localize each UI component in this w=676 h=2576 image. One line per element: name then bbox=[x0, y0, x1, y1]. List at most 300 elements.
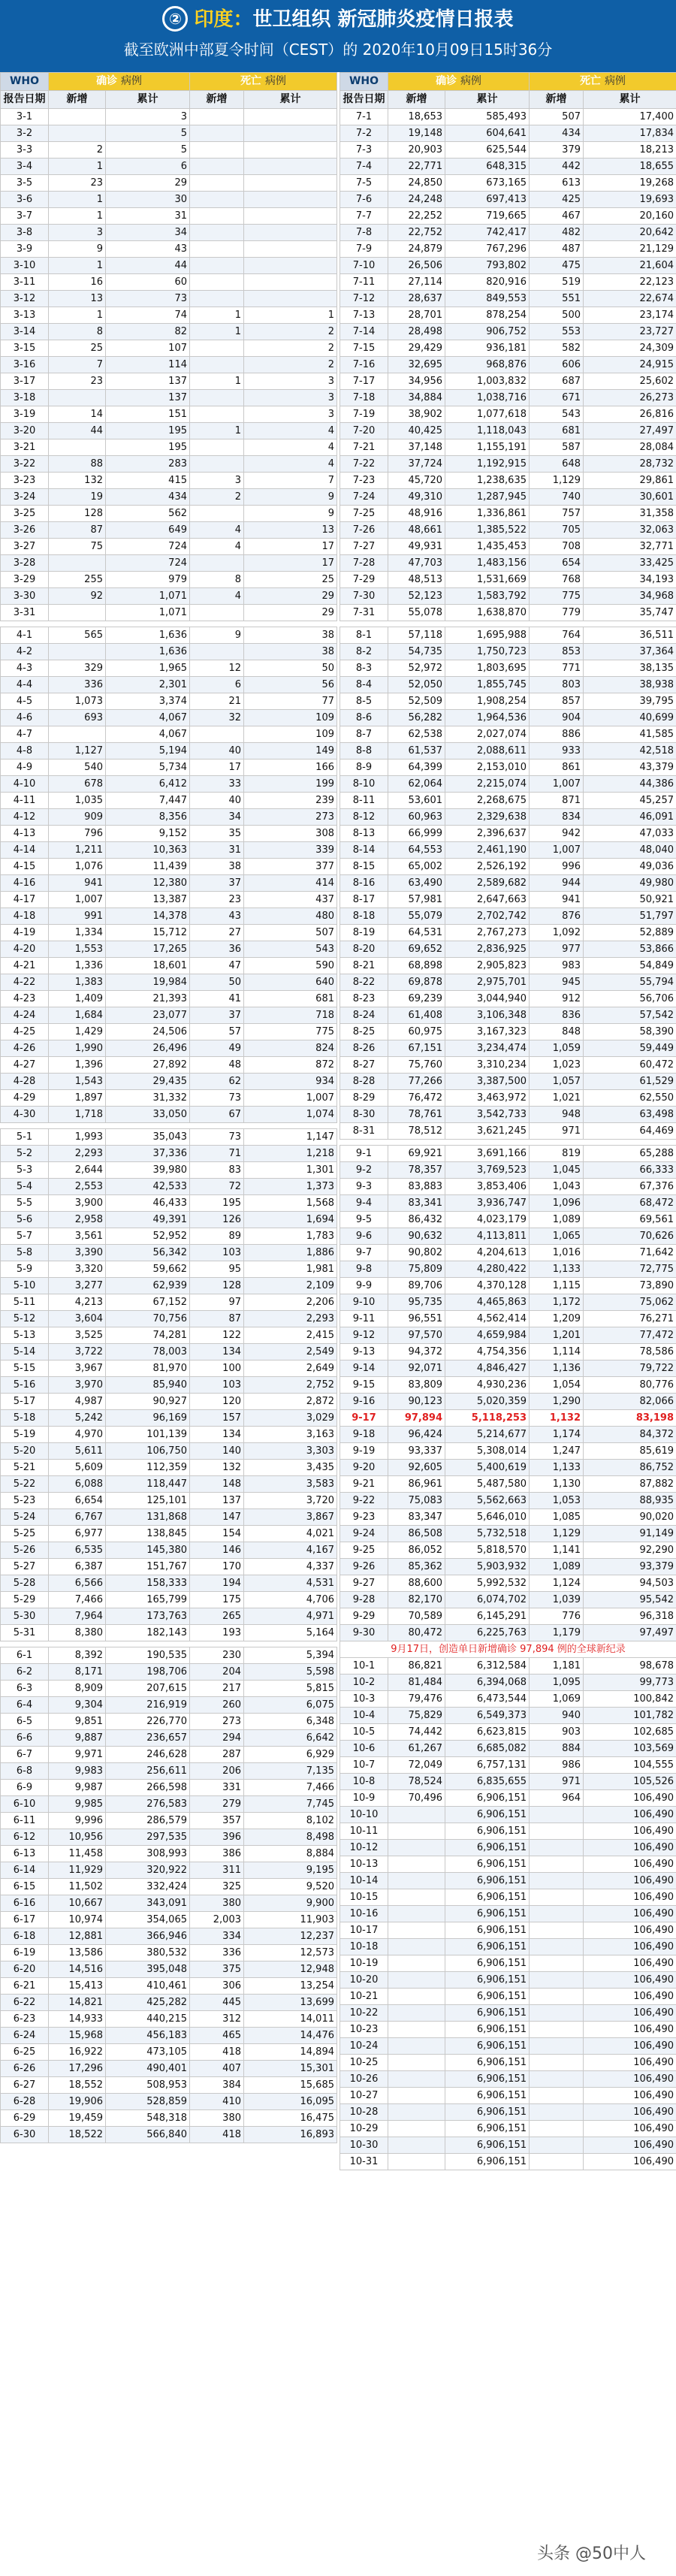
confirmed-cum-cell: 4,465,863 bbox=[445, 1294, 530, 1311]
confirmed-cum-cell: 508,953 bbox=[106, 2077, 190, 2094]
deaths-new-cell: 996 bbox=[530, 859, 584, 875]
report-date-cell: 5-31 bbox=[1, 1625, 49, 1641]
deaths-cum-cell: 59,449 bbox=[584, 1040, 676, 1057]
deaths-cum-cell: 3,867 bbox=[244, 1509, 337, 1526]
report-date-cell: 4-2 bbox=[1, 644, 49, 660]
deaths-cum-cell: 23,174 bbox=[584, 307, 676, 324]
deaths-new-cell: 379 bbox=[530, 142, 584, 159]
deaths-new-cell: 945 bbox=[530, 974, 584, 991]
deaths-cum-cell: 1,373 bbox=[244, 1179, 337, 1195]
deaths-cum-cell: 23,727 bbox=[584, 324, 676, 340]
table-row bbox=[1, 2094, 337, 2110]
confirmed-new-cell: 55,079 bbox=[388, 908, 445, 925]
confirmed-cum-cell: 6 bbox=[106, 159, 190, 175]
deaths-new-cell: 1,016 bbox=[530, 1245, 584, 1261]
confirmed-cum-cell: 1,077,618 bbox=[445, 406, 530, 423]
confirmed-new-cell: 13,586 bbox=[49, 1945, 106, 1961]
report-date-cell: 3-26 bbox=[1, 522, 49, 539]
deaths-cum-cell: 25,602 bbox=[584, 373, 676, 390]
deaths-cum-cell: 3,029 bbox=[244, 1410, 337, 1427]
table-row bbox=[340, 892, 676, 908]
deaths-new-cell: 217 bbox=[190, 1681, 244, 1697]
confirmed-new-cell: 53,601 bbox=[388, 793, 445, 809]
confirmed-new-cell: 23 bbox=[49, 175, 106, 192]
report-date-cell: 4-10 bbox=[1, 776, 49, 793]
deaths-cum-cell: 50 bbox=[244, 660, 337, 677]
deaths-cum-cell: 7 bbox=[244, 473, 337, 489]
confirmed-new-cell: 1,543 bbox=[49, 1074, 106, 1090]
deaths-new-cell: 1,007 bbox=[530, 842, 584, 859]
confirmed-new-cell: 75,809 bbox=[388, 1261, 445, 1278]
deaths-new-cell: 442 bbox=[530, 159, 584, 175]
deaths-new-cell: 279 bbox=[190, 1796, 244, 1813]
table-row bbox=[340, 809, 676, 826]
table-row bbox=[1, 373, 337, 390]
deaths-new-cell: 1,129 bbox=[530, 1526, 584, 1542]
table-row bbox=[340, 291, 676, 307]
confirmed-new-cell: 18,653 bbox=[388, 109, 445, 125]
report-date-cell: 10-23 bbox=[340, 2022, 388, 2038]
table-row bbox=[1, 1443, 337, 1460]
confirmed-new-cell: 7 bbox=[49, 357, 106, 373]
table-row bbox=[1, 1212, 337, 1228]
deaths-cum-cell: 40,699 bbox=[584, 710, 676, 726]
confirmed-new-cell: 24,248 bbox=[388, 192, 445, 208]
deaths-cum-cell: 9 bbox=[244, 506, 337, 522]
confirmed-cum-cell: 1,071 bbox=[106, 588, 190, 605]
confirmed-new-cell: 1 bbox=[49, 192, 106, 208]
confirmed-new-cell: 11,458 bbox=[49, 1846, 106, 1862]
confirmed-new-cell: 4,970 bbox=[49, 1427, 106, 1443]
deaths-cum-cell bbox=[244, 258, 337, 274]
table-row bbox=[340, 1856, 676, 1873]
confirmed-cum-cell: 138,845 bbox=[106, 1526, 190, 1542]
deaths-cum-cell: 4,971 bbox=[244, 1608, 337, 1625]
table-row bbox=[1, 1007, 337, 1024]
deaths-new-cell: 1,069 bbox=[530, 1691, 584, 1708]
confirmed-cum-cell: 43 bbox=[106, 241, 190, 258]
table-row bbox=[340, 2038, 676, 2055]
deaths-new-header: 新增 bbox=[190, 91, 244, 109]
confirmed-cum-cell: 440,215 bbox=[106, 2011, 190, 2028]
table-row bbox=[1, 307, 337, 324]
deaths-cum-cell: 3,303 bbox=[244, 1443, 337, 1460]
confirmed-cum-cell: 27,892 bbox=[106, 1057, 190, 1074]
confirmed-cum-cell: 5,734 bbox=[106, 760, 190, 776]
confirmed-cum-cell: 6,906,151 bbox=[445, 2071, 530, 2088]
confirmed-header bbox=[49, 73, 190, 91]
confirmed-new-cell: 1,993 bbox=[49, 1129, 106, 1146]
deaths-cum-cell: 18,213 bbox=[584, 142, 676, 159]
report-date-cell: 7-20 bbox=[340, 423, 388, 439]
table-row bbox=[340, 208, 676, 225]
report-date-cell: 4-25 bbox=[1, 1024, 49, 1040]
deaths-new-cell: 487 bbox=[530, 241, 584, 258]
confirmed-new-cell: 796 bbox=[49, 826, 106, 842]
deaths-cum-cell: 9,520 bbox=[244, 1879, 337, 1895]
deaths-cum-cell: 67,376 bbox=[584, 1179, 676, 1195]
deaths-cum-cell: 106,490 bbox=[584, 2038, 676, 2055]
deaths-new-cell bbox=[530, 1873, 584, 1889]
deaths-new-cell: 126 bbox=[190, 1212, 244, 1228]
deaths-cum-cell: 1,981 bbox=[244, 1261, 337, 1278]
table-row bbox=[1, 1327, 337, 1344]
deaths-new-cell bbox=[530, 2038, 584, 2055]
confirmed-new-cell: 92 bbox=[49, 588, 106, 605]
deaths-cum-cell: 17,400 bbox=[584, 109, 676, 125]
confirmed-cum-cell: 226,770 bbox=[106, 1714, 190, 1730]
confirmed-cum-cell: 415 bbox=[106, 473, 190, 489]
confirmed-cum-cell: 8,356 bbox=[106, 809, 190, 826]
report-date-cell: 5-10 bbox=[1, 1278, 49, 1294]
deaths-cum-cell: 31,358 bbox=[584, 506, 676, 522]
confirmed-cum-cell: 793,802 bbox=[445, 258, 530, 274]
confirmed-cum-cell: 4,280,422 bbox=[445, 1261, 530, 1278]
table-row bbox=[1, 925, 337, 941]
deaths-new-cell: 206 bbox=[190, 1763, 244, 1780]
deaths-new-cell bbox=[530, 1972, 584, 1989]
confirmed-new-cell: 75,829 bbox=[388, 1708, 445, 1724]
table-row bbox=[1, 1575, 337, 1592]
table-row bbox=[340, 859, 676, 875]
confirmed-new-cell: 1,396 bbox=[49, 1057, 106, 1074]
confirmed-new-cell: 1,897 bbox=[49, 1090, 106, 1107]
deaths-cum-cell: 1,147 bbox=[244, 1129, 337, 1146]
deaths-cum-cell: 85,619 bbox=[584, 1443, 676, 1460]
table-row bbox=[340, 125, 676, 142]
report-date-cell: 3-5 bbox=[1, 175, 49, 192]
table-row bbox=[340, 1873, 676, 1889]
table-row bbox=[1, 1829, 337, 1846]
confirmed-new-cell bbox=[49, 644, 106, 660]
table-row bbox=[1, 274, 337, 291]
table-row bbox=[1, 826, 337, 842]
deaths-cum-cell: 872 bbox=[244, 1057, 337, 1074]
report-date-cell: 3-10 bbox=[1, 258, 49, 274]
deaths-new-cell bbox=[530, 1955, 584, 1972]
confirmed-new-cell: 1 bbox=[49, 208, 106, 225]
confirmed-new-cell: 48,513 bbox=[388, 572, 445, 588]
deaths-new-cell: 1,172 bbox=[530, 1294, 584, 1311]
confirmed-cum-cell: 31 bbox=[106, 208, 190, 225]
report-date-cell: 9-27 bbox=[340, 1575, 388, 1592]
deaths-new-cell: 357 bbox=[190, 1813, 244, 1829]
confirmed-cum-cell: 5,308,014 bbox=[445, 1443, 530, 1460]
deaths-cum-cell: 75,062 bbox=[584, 1294, 676, 1311]
confirmed-cum-cell: 6,549,373 bbox=[445, 1708, 530, 1724]
table-row bbox=[1, 1394, 337, 1410]
deaths-new-cell: 500 bbox=[530, 307, 584, 324]
report-date-cell: 5-26 bbox=[1, 1542, 49, 1559]
deaths-new-cell bbox=[190, 357, 244, 373]
deaths-new-cell: 819 bbox=[530, 1146, 584, 1162]
table-row bbox=[340, 588, 676, 605]
confirmed-new-cell: 47,703 bbox=[388, 555, 445, 572]
table-row bbox=[1, 1261, 337, 1278]
deaths-cum-cell: 15,301 bbox=[244, 2061, 337, 2077]
deaths-cum-cell: 38 bbox=[244, 627, 337, 644]
confirmed-new-cell: 1 bbox=[49, 258, 106, 274]
table-row bbox=[1, 892, 337, 908]
confirmed-new-cell: 64,531 bbox=[388, 925, 445, 941]
deaths-cum-cell: 76,271 bbox=[584, 1311, 676, 1327]
deaths-new-cell bbox=[190, 142, 244, 159]
deaths-new-cell bbox=[190, 274, 244, 291]
confirmed-new-cell: 26,506 bbox=[388, 258, 445, 274]
table-row bbox=[1, 1559, 337, 1575]
confirmed-new-cell: 83,341 bbox=[388, 1195, 445, 1212]
deaths-cum-cell: 106,490 bbox=[584, 1939, 676, 1955]
table-row bbox=[1, 1978, 337, 1995]
table-row bbox=[1, 2127, 337, 2143]
confirmed-cum-cell: 34 bbox=[106, 225, 190, 241]
deaths-cum-cell: 28,084 bbox=[584, 439, 676, 456]
deaths-cum-cell: 49,980 bbox=[584, 875, 676, 892]
confirmed-new-cell: 48,661 bbox=[388, 522, 445, 539]
deaths-cum-cell: 71,642 bbox=[584, 1245, 676, 1261]
deaths-new-cell: 122 bbox=[190, 1327, 244, 1344]
deaths-cum-cell: 1,007 bbox=[244, 1090, 337, 1107]
table-row bbox=[1, 1813, 337, 1829]
confirmed-cum-cell: 366,946 bbox=[106, 1928, 190, 1945]
table-row bbox=[340, 726, 676, 743]
report-date-cell: 4-9 bbox=[1, 760, 49, 776]
confirmed-new-cell: 92,071 bbox=[388, 1360, 445, 1377]
report-date-cell: 10-9 bbox=[340, 1790, 388, 1807]
deaths-cum-cell: 3,583 bbox=[244, 1476, 337, 1493]
report-date-cell: 5-23 bbox=[1, 1493, 49, 1509]
deaths-cum-cell: 3 bbox=[244, 390, 337, 406]
table-row bbox=[340, 1708, 676, 1724]
report-date-cell: 7-12 bbox=[340, 291, 388, 307]
deaths-cum-cell: 8,102 bbox=[244, 1813, 337, 1829]
report-date-cell: 6-24 bbox=[1, 2028, 49, 2044]
report-date-cell: 7-31 bbox=[340, 605, 388, 621]
report-date-cell: 6-19 bbox=[1, 1945, 49, 1961]
table-row bbox=[340, 1774, 676, 1790]
deaths-new-cell: 1,179 bbox=[530, 1625, 584, 1641]
deaths-cum-cell: 20,642 bbox=[584, 225, 676, 241]
confirmed-cum-cell: 1,336,861 bbox=[445, 506, 530, 522]
confirmed-cum-cell: 2,301 bbox=[106, 677, 190, 693]
deaths-cum-cell: 38,135 bbox=[584, 660, 676, 677]
report-date-cell: 7-4 bbox=[340, 159, 388, 175]
confirmed-new-cell: 75 bbox=[49, 539, 106, 555]
table-row bbox=[340, 1955, 676, 1972]
deaths-new-cell: 871 bbox=[530, 793, 584, 809]
report-date-cell: 3-22 bbox=[1, 456, 49, 473]
report-date-cell: 10-2 bbox=[340, 1675, 388, 1691]
report-date-cell: 6-16 bbox=[1, 1895, 49, 1912]
deaths-new-cell: 95 bbox=[190, 1261, 244, 1278]
deaths-cum-cell bbox=[244, 125, 337, 142]
report-date-cell: 4-23 bbox=[1, 991, 49, 1007]
deaths-new-cell: 1,133 bbox=[530, 1460, 584, 1476]
deaths-cum-cell: 6,642 bbox=[244, 1730, 337, 1747]
confirmed-cum-cell: 44 bbox=[106, 258, 190, 274]
confirmed-new-cell: 69,878 bbox=[388, 974, 445, 991]
deaths-new-cell: 977 bbox=[530, 941, 584, 958]
report-date-cell: 4-8 bbox=[1, 743, 49, 760]
table-row bbox=[1, 1895, 337, 1912]
table-row bbox=[340, 1360, 676, 1377]
report-date-cell: 10-1 bbox=[340, 1658, 388, 1675]
table-row bbox=[1, 1945, 337, 1961]
table-row bbox=[1, 693, 337, 710]
confirmed-new-cell: 25 bbox=[49, 340, 106, 357]
confirmed-cum-cell: 673,165 bbox=[445, 175, 530, 192]
deaths-cum-cell: 2 bbox=[244, 324, 337, 340]
table-row bbox=[340, 473, 676, 489]
table-row bbox=[1, 572, 337, 588]
confirmed-new-cell: 76,472 bbox=[388, 1090, 445, 1107]
table-row bbox=[1, 1763, 337, 1780]
confirmed-new-cell: 88,600 bbox=[388, 1575, 445, 1592]
confirmed-new-cell: 1 bbox=[49, 159, 106, 175]
confirmed-new-cell: 22,252 bbox=[388, 208, 445, 225]
confirmed-new-cell: 14,933 bbox=[49, 2011, 106, 2028]
report-date-cell: 9-15 bbox=[340, 1377, 388, 1394]
deaths-cum-cell: 106,490 bbox=[584, 1790, 676, 1807]
table-row bbox=[340, 175, 676, 192]
table-row bbox=[1, 1879, 337, 1895]
table-row bbox=[1, 2077, 337, 2094]
confirmed-new-cell: 52,050 bbox=[388, 677, 445, 693]
deaths-cum-cell: 84,372 bbox=[584, 1427, 676, 1443]
deaths-cum-cell: 339 bbox=[244, 842, 337, 859]
deaths-cum-cell: 57,542 bbox=[584, 1007, 676, 1024]
separator-cell bbox=[1, 621, 337, 627]
report-date-cell: 8-22 bbox=[340, 974, 388, 991]
deaths-cum-cell: 12,237 bbox=[244, 1928, 337, 1945]
table-row bbox=[340, 1526, 676, 1542]
table-row bbox=[340, 1509, 676, 1526]
deaths-new-cell: 4 bbox=[190, 522, 244, 539]
deaths-cum-cell: 28,732 bbox=[584, 456, 676, 473]
left-table bbox=[0, 72, 337, 2143]
report-date-cell: 5-14 bbox=[1, 1344, 49, 1360]
confirmed-new-cell: 52,509 bbox=[388, 693, 445, 710]
table-row bbox=[1, 677, 337, 693]
table-row bbox=[340, 456, 676, 473]
confirmed-cum-cell: 878,254 bbox=[445, 307, 530, 324]
confirmed-cum-cell: 2,647,663 bbox=[445, 892, 530, 908]
confirmed-new-cell: 2,553 bbox=[49, 1179, 106, 1195]
report-date-cell: 7-10 bbox=[340, 258, 388, 274]
confirmed-cum-cell: 2,905,823 bbox=[445, 958, 530, 974]
deaths-cum-cell: 70,626 bbox=[584, 1228, 676, 1245]
table-row bbox=[340, 1658, 676, 1675]
table-row bbox=[1, 875, 337, 892]
table-row bbox=[1, 1747, 337, 1763]
confirmed-cum-cell: 13,387 bbox=[106, 892, 190, 908]
confirmed-new-cell: 1 bbox=[49, 307, 106, 324]
table-row bbox=[340, 539, 676, 555]
confirmed-cum-cell: 6,906,151 bbox=[445, 2022, 530, 2038]
deaths-new-cell: 687 bbox=[530, 373, 584, 390]
report-date-cell: 5-19 bbox=[1, 1427, 49, 1443]
report-date-cell: 10-30 bbox=[340, 2137, 388, 2154]
confirmed-new-cell: 5,242 bbox=[49, 1410, 106, 1427]
confirmed-new-cell: 4,213 bbox=[49, 1294, 106, 1311]
report-date-cell: 8-4 bbox=[340, 677, 388, 693]
deaths-new-cell: 336 bbox=[190, 1945, 244, 1961]
report-date-cell: 4-4 bbox=[1, 677, 49, 693]
deaths-new-cell: 3 bbox=[190, 473, 244, 489]
confirmed-new-cell: 14,516 bbox=[49, 1961, 106, 1978]
confirmed-new-cell: 9,304 bbox=[49, 1697, 106, 1714]
report-date-cell: 7-29 bbox=[340, 572, 388, 588]
report-date-cell: 10-13 bbox=[340, 1856, 388, 1873]
confirmed-new-cell: 86,821 bbox=[388, 1658, 445, 1675]
deaths-header-dim: 病例 bbox=[264, 75, 286, 87]
confirmed-new-cell: 78,357 bbox=[388, 1162, 445, 1179]
table-row bbox=[340, 2154, 676, 2170]
deaths-new-cell: 587 bbox=[530, 439, 584, 456]
confirmed-cum-cell: 5,732,518 bbox=[445, 1526, 530, 1542]
confirmed-new-cell: 1,073 bbox=[49, 693, 106, 710]
deaths-cum-cell: 54,849 bbox=[584, 958, 676, 974]
confirmed-new-cell: 37,724 bbox=[388, 456, 445, 473]
deaths-new-cell: 17 bbox=[190, 760, 244, 776]
report-date-cell: 8-25 bbox=[340, 1024, 388, 1040]
deaths-cum-cell: 99,773 bbox=[584, 1675, 676, 1691]
deaths-new-cell bbox=[530, 1856, 584, 1873]
confirmed-new-cell: 40,425 bbox=[388, 423, 445, 439]
confirmed-cum-cell: 29,435 bbox=[106, 1074, 190, 1090]
table-row bbox=[1, 605, 337, 621]
report-date-cell: 10-22 bbox=[340, 2005, 388, 2022]
table-row bbox=[340, 1195, 676, 1212]
report-date-cell: 5-7 bbox=[1, 1228, 49, 1245]
deaths-cum-cell: 95,542 bbox=[584, 1592, 676, 1608]
table-row bbox=[340, 875, 676, 892]
confirmed-new-cell: 17,296 bbox=[49, 2061, 106, 2077]
confirmed-cum-cell: 246,628 bbox=[106, 1747, 190, 1763]
confirmed-new-cell: 1,076 bbox=[49, 859, 106, 875]
table-row bbox=[1, 423, 337, 439]
confirmed-new-cell: 678 bbox=[49, 776, 106, 793]
deaths-header-bold: 死亡 bbox=[580, 75, 602, 87]
deaths-new-cell: 1,136 bbox=[530, 1360, 584, 1377]
confirmed-cum-cell: 2,975,701 bbox=[445, 974, 530, 991]
confirmed-cum-cell: 3,387,500 bbox=[445, 1074, 530, 1090]
table-row bbox=[340, 1675, 676, 1691]
deaths-cum-cell: 44,386 bbox=[584, 776, 676, 793]
deaths-cum-cell: 12,573 bbox=[244, 1945, 337, 1961]
deaths-new-cell: 904 bbox=[530, 710, 584, 726]
deaths-cum-cell: 775 bbox=[244, 1024, 337, 1040]
confirmed-cum-cell: 182,143 bbox=[106, 1625, 190, 1641]
deaths-new-cell: 768 bbox=[530, 572, 584, 588]
report-date-cell: 7-26 bbox=[340, 522, 388, 539]
table-row bbox=[1, 1179, 337, 1195]
deaths-new-cell: 1,130 bbox=[530, 1476, 584, 1493]
deaths-new-cell: 834 bbox=[530, 809, 584, 826]
deaths-new-cell: 971 bbox=[530, 1774, 584, 1790]
report-date-cell: 6-2 bbox=[1, 1664, 49, 1681]
confirmed-new-cell: 1,684 bbox=[49, 1007, 106, 1024]
deaths-cum-cell: 106,490 bbox=[584, 1889, 676, 1906]
report-date-cell: 7-25 bbox=[340, 506, 388, 522]
confirmed-new-cell: 1,990 bbox=[49, 1040, 106, 1057]
table-row bbox=[1, 522, 337, 539]
report-date-cell: 3-12 bbox=[1, 291, 49, 307]
confirmed-cum-cell: 968,876 bbox=[445, 357, 530, 373]
deaths-new-cell: 1,181 bbox=[530, 1658, 584, 1675]
report-date-header: 报告日期 bbox=[340, 91, 388, 109]
confirmed-cum-cell: 3,621,245 bbox=[445, 1123, 530, 1140]
